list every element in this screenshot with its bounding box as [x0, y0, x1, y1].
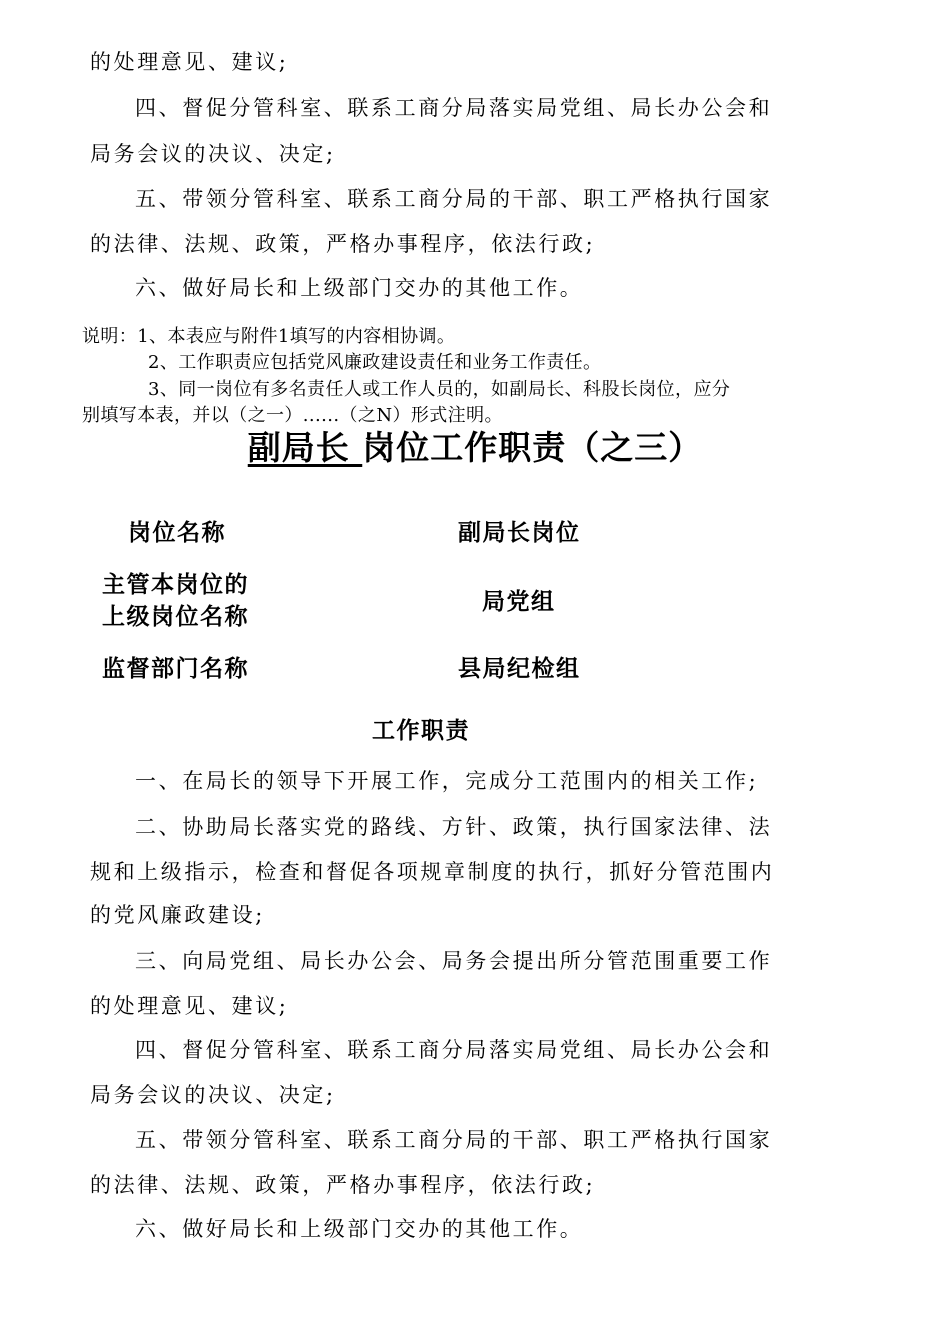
duty-line-5: 三、向局党组、局长办公会、局务会提出所分管范围重要工作 — [135, 949, 773, 973]
top-line-1: 的处理意见、建议; — [90, 50, 289, 74]
duty-line-4: 的党风廉政建设; — [90, 903, 265, 927]
duty-line-11: 六、做好局长和上级部门交办的其他工作。 — [135, 1217, 584, 1241]
top-line-3: 局务会议的决议、决定; — [90, 142, 336, 166]
duty-line-9: 五、带领分管科室、联系工商分局的干部、职工严格执行国家 — [135, 1128, 773, 1152]
top-line-5: 的法律、法规、政策，严格办事程序，依法行政; — [90, 232, 596, 256]
title-underlined-part: 副局长 — [247, 428, 363, 467]
superior-value: 局党组 — [482, 589, 556, 615]
duty-line-1: 一、在局长的领导下开展工作，完成分工范围内的相关工作; — [135, 769, 759, 793]
duty-line-7: 四、督促分管科室、联系工商分局落实局党组、局长办公会和 — [135, 1038, 773, 1062]
top-line-6: 六、做好局长和上级部门交办的其他工作。 — [135, 276, 584, 300]
supervisor-label: 监督部门名称 — [102, 656, 249, 682]
page-title — [0, 422, 950, 469]
note-line-3: 3、同一岗位有多名责任人或工作人员的，如副局长、科股长岗位，应分 — [148, 379, 731, 400]
duty-line-6: 的处理意见、建议; — [90, 994, 289, 1018]
superior-label-line1: 主管本岗位的 — [102, 572, 249, 598]
duty-line-2: 二、协助局长落实党的路线、方针、政策，执行国家法律、法 — [135, 815, 773, 839]
duty-line-10: 的法律、法规、政策，严格办事程序，依法行政; — [90, 1173, 596, 1197]
duty-line-8: 局务会议的决议、决定; — [90, 1083, 336, 1107]
duty-line-3: 规和上级指示，检查和督促各项规章制度的执行，抓好分管范围内 — [90, 860, 775, 884]
top-line-2: 四、督促分管科室、联系工商分局落实局党组、局长办公会和 — [135, 96, 773, 120]
supervisor-value: 县局纪检组 — [458, 656, 581, 682]
duties-heading: 工作职责 — [372, 718, 470, 744]
position-name-value: 副局长岗位 — [458, 520, 581, 546]
title-rest: 岗位工作职责（之三） — [362, 428, 703, 467]
superior-label-line2: 上级岗位名称 — [102, 604, 249, 630]
note-line-2: 2、工作职责应包括党风廉政建设责任和业务工作责任。 — [148, 352, 602, 373]
note-line-1: 说明：1、本表应与附件1填写的内容相协调。 — [82, 326, 456, 347]
top-line-4: 五、带领分管科室、联系工商分局的干部、职工严格执行国家 — [135, 187, 773, 211]
note-line-4: 别填写本表，并以（之一）......（之N）形式注明。 — [82, 405, 503, 426]
position-name-label: 岗位名称 — [128, 520, 226, 546]
